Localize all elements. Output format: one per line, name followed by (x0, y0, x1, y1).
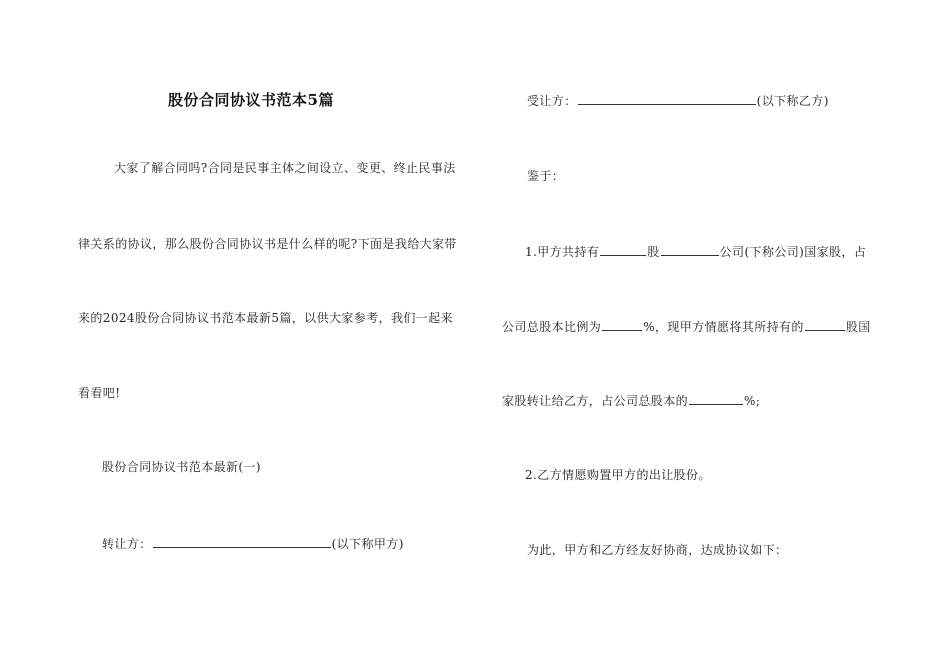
clause1-text-g: 家股转让给乙方，占公司总股本的 (502, 394, 689, 408)
section-heading: 股份合同协议书范本最新(一) (102, 460, 261, 474)
transferee-suffix: (以下称乙方) (756, 94, 829, 108)
clause1-text-c: 公司(下称公司)国家股，占 (719, 245, 867, 259)
whereas-label: 鉴于： (527, 169, 565, 183)
transferee-line (527, 92, 829, 109)
clause1-line-2 (502, 318, 871, 335)
clause1-text-b: 股 (647, 245, 660, 259)
company-blank (661, 243, 719, 256)
clause1-text-e: %，现甲方情愿将其所持有的 (643, 320, 804, 334)
clause1-text-a: 1.甲方共持有 (525, 245, 600, 259)
clause1-text-h: %; (744, 394, 761, 408)
transferee-blank (578, 92, 756, 105)
right-page (475, 0, 950, 672)
conclusion: 为此，甲方和乙方经友好协商，达成协议如下： (527, 543, 788, 557)
transferor-blank (153, 535, 331, 548)
clause1-text-d: 公司总股本比例为 (502, 320, 602, 334)
transferee-label: 受让方： (527, 94, 577, 108)
shares-blank (600, 243, 646, 256)
held-shares-blank (805, 318, 845, 331)
clause1-text-f: 股国 (845, 320, 871, 334)
percentage-blank (689, 392, 743, 405)
intro-line-2: 律关系的协议，那么股份合同协议书是什么样的呢?下面是我给大家带 (78, 237, 457, 251)
transferor-line (102, 535, 404, 552)
clause2: 2.乙方情愿购置甲方的出让股份。 (525, 468, 711, 482)
ratio-blank (602, 318, 642, 331)
document-title: 股份合同协议书范本5篇 (168, 91, 334, 109)
clause1-line-3 (502, 392, 760, 409)
transferor-suffix: (以下称甲方) (331, 537, 404, 551)
intro-line-3: 来的2024股份合同协议书范本最新5篇，以供大家参考，我们一起来 (78, 311, 453, 325)
clause1-line-1 (525, 243, 866, 260)
intro-line-1: 大家了解合同吗?合同是民事主体之间设立、变更、终止民事法 (114, 161, 456, 175)
transferor-label: 转让方： (102, 537, 152, 551)
intro-line-4: 看看吧! (78, 386, 121, 400)
